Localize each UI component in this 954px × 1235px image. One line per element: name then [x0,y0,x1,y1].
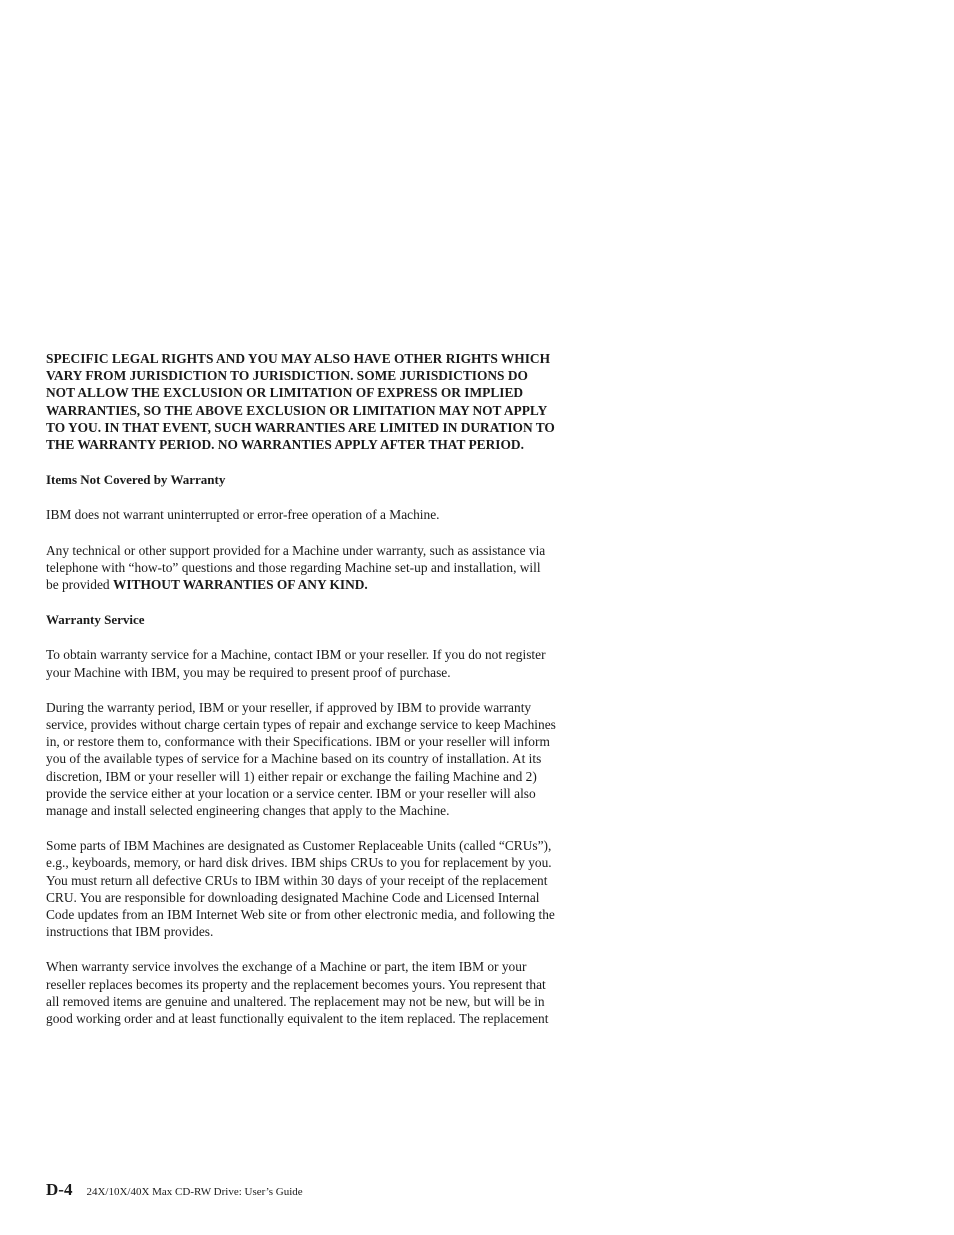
paragraph: To obtain warranty service for a Machine, contact IBM or your reseller. If you do not register your Machine with IBM, you may be required to present proof of purchase. [46,647,546,680]
page-number: D-4 [46,1180,73,1199]
section-heading-items-not-covered: Items Not Covered by Warranty [46,472,226,488]
page-body [46,350,556,1045]
paragraph: When warranty service involves the exchange of a Machine or part, the item IBM or your reseller replaces becomes its property and the replacement becomes yours. You represent that all removed items are genuine and unaltered. The replacement may not be new, but will be in good working order and at least functionally equivalent to the item replaced. The replacement [46,959,549,1027]
paragraph: IBM does not warrant uninterrupted or error-free operation of a Machine. [46,507,440,523]
paragraph: During the warranty period, IBM or your reseller, if approved by IBM to provide warranty service, provides without charge certain types of repair and exchange service to keep Machines in, or restore them to, conformance with their Specifications. IBM or your reseller will inform you of the available types of service for a Machine based on its country of installation. At its discretion, IBM or your reseller will 1) either repair or exchange the failing Machine and 2) provide the service either at your location or a service center. IBM or your reseller will also manage and install selected engineering changes that apply to the Machine. [46,699,556,819]
page-footer [46,1180,303,1200]
legal-notice: SPECIFIC LEGAL RIGHTS AND YOU MAY ALSO HAVE OTHER RIGHTS WHICH VARY FROM JURISDICTION TO JURISDICTION. SOME JURISDICTIONS DO NOT ALLOW THE EXCLUSION OR LIMITATION OF EXPRESS OR IMPLIED WARRANTIES, SO THE ABOVE EXCLUSION OR LIMITATION MAY NOT APPLY TO YOU. IN THAT EVENT, SUCH WARRANTIES ARE LIMITED IN DURATION TO THE WARRANTY PERIOD. NO WARRANTIES APPLY AFTER THAT PERIOD. [46,351,555,453]
paragraph-text: Any technical or other support provided for a Machine under warranty, such as assistance via telephone with “how-to” questions and those regarding Machine set-up and installation, will be provided [46,542,546,593]
paragraph [46,542,556,594]
paragraph: Some parts of IBM Machines are designated as Customer Replaceable Units (called “CRUs”), e.g., keyboards, memory, or hard disk drives. IBM ships CRUs to you for replacement by you. You must return all defective CRUs to IBM within 30 days of your receipt of the replacement CRU. You are responsible for downloading designated Machine Code and Licensed Internal Code updates from an IBM Internet Web site or from other electronic media, and following the instructions that IBM provides. [46,838,555,940]
document-title: 24X/10X/40X Max CD-RW Drive: User’s Guide [86,1186,303,1198]
section-heading-warranty-service: Warranty Service [46,612,145,628]
paragraph-bold-text: WITHOUT WARRANTIES OF ANY KIND. [112,577,368,593]
